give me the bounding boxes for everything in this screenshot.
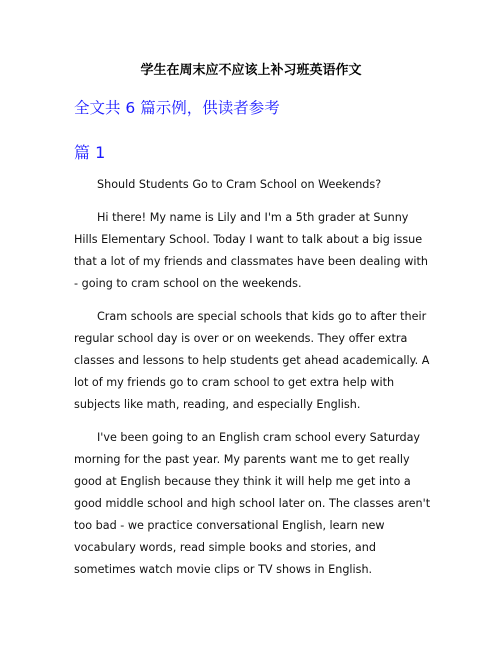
document-title: 学生在周末应不应该上补习班英语作文 bbox=[140, 63, 362, 78]
document-subtitle: 全文共 6 篇示例，供读者参考 bbox=[74, 99, 280, 117]
essay-title: Should Students Go to Cram School on Weekends? bbox=[97, 178, 382, 191]
essay-body bbox=[74, 174, 431, 592]
essay-paragraph-3: I've been going to an English cram school every Saturday morning for the past year. My parents want me to get really good at English because they think it will help me get into a good middle school and high school later on. The classes aren't too bad - we practice conversational English, learn new vocabulary words, read simple books and stories, and sometimes watch movie clips or TV shows in English. bbox=[74, 431, 431, 576]
essay-paragraph-1: Hi there! My name is Lily and I'm a 5th grader at Sunny Hills Elementary School. Today I want to talk about a big issue that a lot of my friends and classmates have been dealing with - going to cram school on the weekends. bbox=[74, 211, 428, 290]
section-heading: 篇 1 bbox=[74, 143, 106, 162]
essay-paragraph-2: Cram schools are special schools that kids go to after their regular school day is over or on weekends. They offer extra classes and lessons to help students get ahead academically. A lot of my friends go to cram school to get extra help with subjects like math, reading, and especially English. bbox=[74, 310, 430, 411]
